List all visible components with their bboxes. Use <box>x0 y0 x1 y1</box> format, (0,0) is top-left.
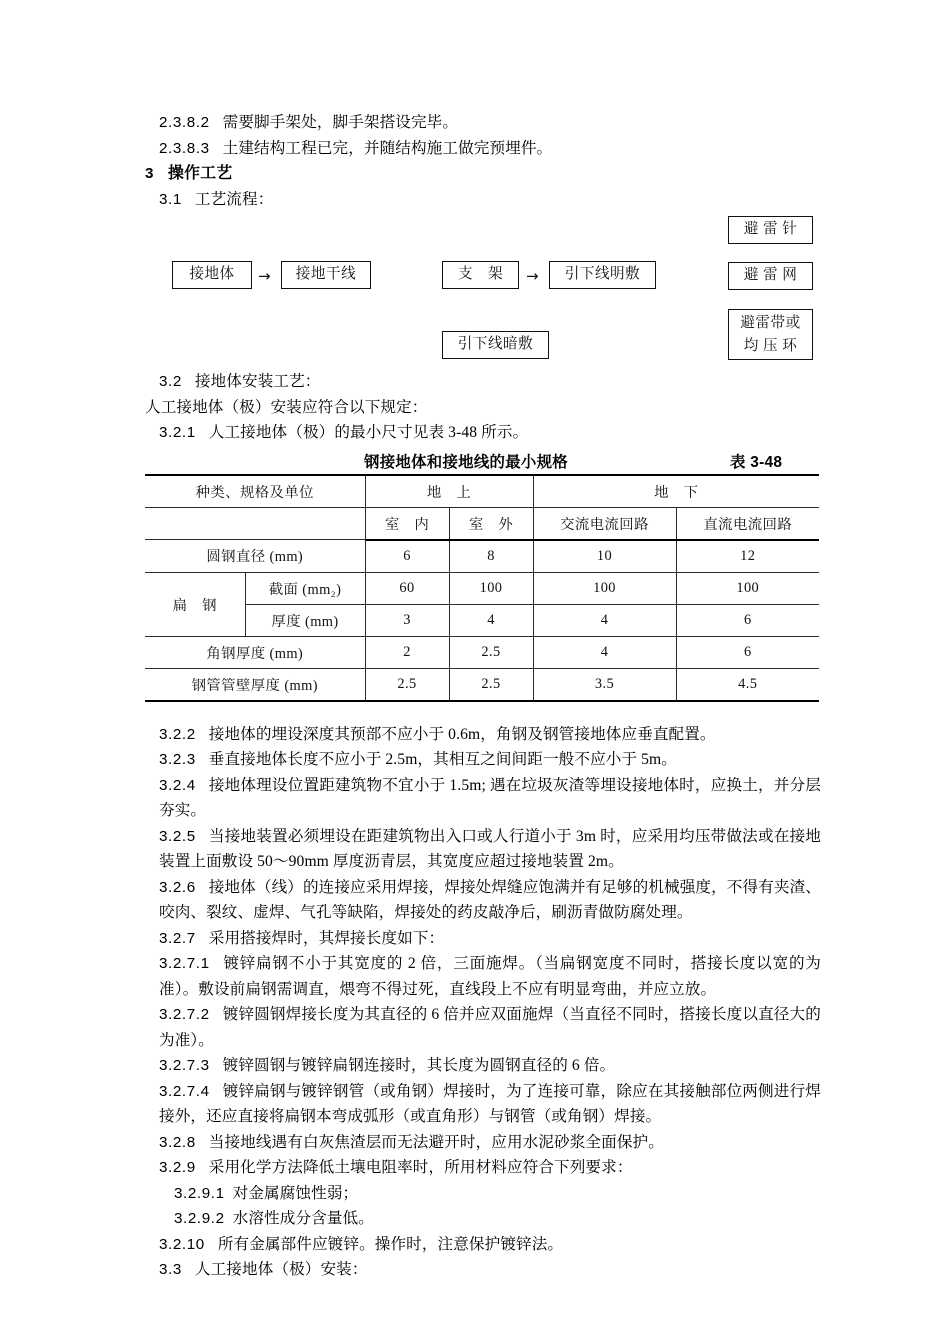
clause-text: 镀锌圆钢焊接长度为其直径的 6 倍并应双面施焊（当直径不同时，搭接长度以直径大的为准）。 <box>159 1006 821 1049</box>
flow-box-downlead-concealed <box>442 331 549 359</box>
cell-value: 10 <box>533 540 676 573</box>
clause-text: 水溶性成分含量低。 <box>232 1210 374 1227</box>
header-ac-circuit: 交流电流回路 <box>533 507 676 540</box>
cell-value: 4 <box>533 604 676 636</box>
table-row <box>145 668 819 701</box>
flow-arrow-2: → <box>526 267 539 285</box>
clause-number: 3.2.1 <box>159 424 196 441</box>
clause-3-2-lead: 人工接地体（极）安装应符合以下规定： <box>145 398 428 416</box>
clause-text: 垂直接地体长度不应小于 2.5m，其相互之间间距一般不应小于 5m。 <box>208 751 677 768</box>
cell-value: 100 <box>449 572 533 604</box>
clause-3-3 <box>145 1257 821 1283</box>
flow-arrow-1: → <box>258 267 271 285</box>
clause-number: 3.2.10 <box>159 1235 205 1253</box>
clause-3-1 <box>145 187 821 213</box>
clause-3-2-3 <box>145 747 821 773</box>
header-dc-circuit: 直流电流回路 <box>676 507 819 540</box>
clause-number: 3.2.9 <box>159 1159 196 1176</box>
clause-2-3-8-2 <box>145 110 821 136</box>
cell-value: 4.5 <box>676 668 819 701</box>
table-row <box>145 636 819 668</box>
clause-2-3-8-3 <box>145 136 821 162</box>
clause-number: 3.3 <box>159 1261 182 1278</box>
row-sublabel-thickness: 厚度 (mm) <box>245 604 365 636</box>
cell-value: 2 <box>365 636 449 668</box>
clause-number: 3.2.7 <box>159 929 196 947</box>
clause-3-2-6 <box>145 875 821 926</box>
section-title: 操作工艺 <box>168 165 233 182</box>
clause-text: 接地体（线）的连接应采用焊接，焊接处焊缝应饱满并有足够的机械强度，不得有夹渣、咬肉、裂纹、虚焊、气孔等缺陷，焊接处的药皮敲净后，刷沥青做防腐处理。 <box>159 878 821 921</box>
clause-3-2-7-1 <box>145 951 821 1002</box>
table-row <box>145 572 819 604</box>
clause-text: 需要脚手架处，脚手架搭设完毕。 <box>222 114 459 131</box>
clause-text: 镀锌扁钢不小于其宽度的 2 倍，三面施焊。（当扁钢宽度不同时，搭接长度以宽的为准）。敷设前扁钢需调直，煨弯不得过死，直线段上不应有明显弯曲，并应立放。 <box>159 955 821 998</box>
page-content <box>145 110 821 1283</box>
clause-text: 土建结构工程已完，并随结构施工做完预埋件。 <box>222 139 553 157</box>
clause-text: 采用搭接焊时，其焊接长度如下： <box>208 929 445 947</box>
clause-3-2-9 <box>145 1155 821 1181</box>
flow-box-label: 避 雷 网 <box>743 267 798 284</box>
cell-value: 100 <box>676 572 819 604</box>
table-number: 表 3-48 <box>730 453 783 471</box>
clause-3-2-8 <box>145 1130 821 1156</box>
cell-value: 2.5 <box>449 668 533 701</box>
clause-3-2-7 <box>145 926 821 952</box>
cell-value: 4 <box>449 604 533 636</box>
flow-box-grounding-trunk <box>281 261 371 289</box>
table-row <box>145 540 819 573</box>
cell-value: 6 <box>676 636 819 668</box>
header-indoor: 室 内 <box>365 507 449 540</box>
flow-box-lightning-net <box>728 262 813 290</box>
table-row <box>145 604 819 636</box>
clause-3-2-7-4 <box>145 1079 821 1130</box>
flow-box-label: 接地体 <box>189 266 235 283</box>
row-label-angle-steel-thickness: 角钢厚度 (mm) <box>145 636 365 668</box>
clause-number: 3.2.6 <box>159 878 196 896</box>
flow-box-label-line1: 避雷带或 <box>740 314 801 331</box>
flow-box-label: 引下线暗敷 <box>457 336 534 353</box>
clause-text: 镀锌扁钢与镀锌钢管（或角钢）焊接时，为了连接可靠，除应在其接触部位两侧进行焊接外，还应直接将扁钢本弯成弧形（或直角形）与钢管（或角钢）焊接。 <box>159 1082 821 1125</box>
clause-text: 人工接地体（极）安装： <box>194 1261 368 1278</box>
cell-value: 3.5 <box>533 668 676 701</box>
flow-box-grounding-body <box>172 261 252 289</box>
clause-text: 人工接地体（极）的最小尺寸见表 3-48 所示。 <box>208 424 529 441</box>
clause-number: 3.2.7.4 <box>159 1082 210 1100</box>
clause-number: 2.3.8.3 <box>159 139 210 157</box>
flow-box-label: 引下线明敷 <box>564 266 641 283</box>
flow-box-lightning-rod <box>728 216 813 244</box>
table-caption <box>145 450 821 474</box>
clause-number: 3.2.3 <box>159 751 196 768</box>
cell-value: 8 <box>449 540 533 573</box>
table-header-row-2 <box>145 507 819 540</box>
clause-text: 当接地线遇有白灰焦渣层而无法避开时，应用水泥砂浆全面保护。 <box>208 1133 664 1151</box>
clause-3-2-7-2 <box>145 1002 821 1053</box>
row-label-round-steel-diameter: 圆钢直径 (mm) <box>145 540 365 573</box>
row-label-flat-steel: 扁 钢 <box>145 572 245 636</box>
header-kind-spec-unit: 种类、规格及单位 <box>145 475 365 508</box>
clause-3-2-9-1 <box>145 1181 821 1207</box>
clause-number: 3.2 <box>159 373 182 390</box>
table-header-row-1 <box>145 475 819 508</box>
cell-value: 4 <box>533 636 676 668</box>
clause-text: 接地体的埋设深度其预部不应小于 0.6m，角钢及钢管接地体应垂直配置。 <box>208 725 716 743</box>
cell-value: 2.5 <box>365 668 449 701</box>
header-outdoor: 室 外 <box>449 507 533 540</box>
header-group-above-ground: 地 上 <box>365 475 533 508</box>
clause-3-2-10 <box>145 1232 821 1258</box>
flow-box-label: 接地干线 <box>295 266 357 283</box>
clause-3-2-4 <box>145 773 821 824</box>
cell-value: 6 <box>676 604 819 636</box>
clause-number: 3.2.5 <box>159 827 196 845</box>
clause-number: 2.3.8.2 <box>159 114 210 131</box>
cell-value: 100 <box>533 572 676 604</box>
flow-box-lightning-belt-or-equalizing-ring <box>728 309 813 360</box>
clause-3-2-1 <box>145 420 821 446</box>
flow-box-label: 避 雷 针 <box>743 221 798 238</box>
table-title: 钢接地体和接地线的最小规格 <box>364 453 568 471</box>
clause-number: 3.2.9.2 <box>174 1210 225 1227</box>
clause-3-2 <box>145 369 821 395</box>
header-blank <box>145 507 365 540</box>
cell-value: 6 <box>365 540 449 573</box>
clause-text: 接地体安装工艺： <box>194 373 321 390</box>
cell-value: 3 <box>365 604 449 636</box>
clause-number: 3.2.4 <box>159 776 196 794</box>
process-flow-diagram <box>145 214 821 369</box>
flow-box-label: 支 架 <box>457 266 504 283</box>
clause-text: 所有金属部件应镀锌。操作时，注意保护镀锌法。 <box>217 1235 564 1253</box>
cell-value: 60 <box>365 572 449 604</box>
row-label-pipe-wall-thickness: 钢管管壁厚度 (mm) <box>145 668 365 701</box>
clause-text: 镀锌圆钢与镀锌扁钢连接时，其长度为圆钢直径的 6 倍。 <box>222 1057 616 1074</box>
flow-box-downlead-exposed <box>549 261 656 289</box>
clause-text: 采用化学方法降低土壤电阻率时，所用材料应符合下列要求： <box>208 1159 633 1176</box>
spec-table <box>145 474 819 702</box>
flow-box-bracket <box>442 261 519 289</box>
clause-number: 3.2.9.1 <box>174 1184 225 1202</box>
cell-value: 2.5 <box>449 636 533 668</box>
clause-3-2-2 <box>145 722 821 748</box>
clause-number: 3.2.7.1 <box>159 955 210 972</box>
clause-text: 工艺流程： <box>194 190 274 208</box>
clause-number: 3.2.8 <box>159 1133 196 1151</box>
row-sublabel-section-area: 截面 (mm₂) <box>245 572 365 604</box>
header-group-below-ground: 地 下 <box>533 475 819 508</box>
clause-number: 3.2.2 <box>159 725 196 743</box>
cell-value: 12 <box>676 540 819 573</box>
clause-number: 3.1 <box>159 190 182 208</box>
section-number: 3 <box>145 165 155 182</box>
clause-3-2-7-3 <box>145 1053 821 1079</box>
flow-box-label-line2: 均 压 环 <box>743 337 798 354</box>
clause-text: 对金属腐蚀性弱； <box>232 1184 359 1202</box>
clause-text: 当接地装置必须埋设在距建筑物出入口或人行道小于 3m 时，应采用均压带做法或在接地装置上面敷设 50～90mm 厚度沥青层，其宽度应超过接地装置 2m。 <box>159 827 821 870</box>
clause-3-2-5 <box>145 824 821 875</box>
clause-number: 3.2.7.3 <box>159 1057 210 1074</box>
clause-number: 3.2.7.2 <box>159 1006 210 1023</box>
clause-text: 接地体理设位置距建筑物不宜小于 1.5m; 遇在垃圾灰渣等埋设接地体时，应换土，并分层夯实。 <box>159 776 821 819</box>
body-paragraphs <box>145 722 821 1283</box>
clause-3-2-9-2 <box>145 1206 821 1232</box>
section-3-heading <box>145 161 821 187</box>
